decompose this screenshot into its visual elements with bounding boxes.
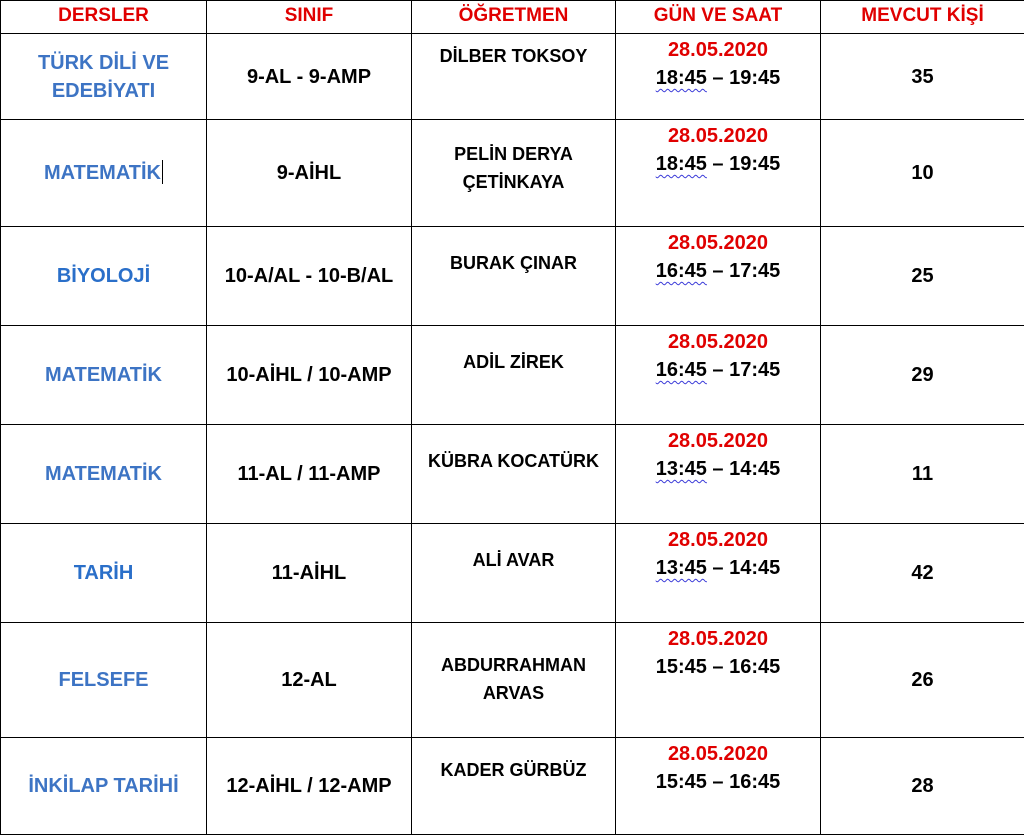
datetime-cell[interactable] xyxy=(616,425,821,524)
subject-cell[interactable]: İNKİLAP TARİHİ xyxy=(1,738,207,835)
count-cell[interactable]: 10 xyxy=(821,120,1024,227)
teacher-cell[interactable]: KÜBRA KOCATÜRK xyxy=(412,425,616,524)
datetime-cell[interactable] xyxy=(616,34,821,120)
subject-cell[interactable]: MATEMATİK xyxy=(1,326,207,425)
teacher-cell[interactable]: ALİ AVAR xyxy=(412,524,616,623)
count-cell[interactable]: 26 xyxy=(821,623,1024,738)
header-teacher: ÖĞRETMEN xyxy=(412,1,616,34)
teacher-line2: ARVAS xyxy=(416,679,611,707)
date-text: 28.05.2020 xyxy=(620,36,816,64)
time-end: – 14:45 xyxy=(707,458,780,480)
date-text: 28.05.2020 xyxy=(620,328,816,356)
header-subject: DERSLER xyxy=(1,1,207,34)
datetime-cell[interactable] xyxy=(616,120,821,227)
time-start: 18:45 xyxy=(656,67,707,89)
table-row xyxy=(1,34,1024,120)
count-cell[interactable]: 11 xyxy=(821,425,1024,524)
teacher-line1: DİLBER TOKSOY xyxy=(416,42,611,70)
date-text: 28.05.2020 xyxy=(620,427,816,455)
class-cell[interactable]: 10-AİHL / 10-AMP xyxy=(207,326,412,425)
teacher-line1: PELİN DERYA xyxy=(416,140,611,168)
datetime-cell[interactable] xyxy=(616,227,821,326)
class-cell[interactable]: 12-AL xyxy=(207,623,412,738)
teacher-cell[interactable] xyxy=(412,34,616,120)
table-row xyxy=(1,326,1024,425)
class-cell[interactable]: 10-A/AL - 10-B/AL xyxy=(207,227,412,326)
datetime-cell[interactable] xyxy=(616,524,821,623)
teacher-cell[interactable]: KADER GÜRBÜZ xyxy=(412,738,616,835)
time-start: 16:45 xyxy=(656,260,707,282)
count-cell[interactable]: 25 xyxy=(821,227,1024,326)
teacher-cell[interactable]: BURAK ÇINAR xyxy=(412,227,616,326)
class-cell[interactable]: 11-AİHL xyxy=(207,524,412,623)
subject-line2: EDEBİYATI xyxy=(5,77,202,105)
teacher-line1: ABDURRAHMAN xyxy=(416,651,611,679)
date-text: 28.05.2020 xyxy=(620,122,816,150)
table-row xyxy=(1,738,1024,835)
count-cell[interactable]: 28 xyxy=(821,738,1024,835)
datetime-cell[interactable] xyxy=(616,738,821,835)
class-cell[interactable]: 11-AL / 11-AMP xyxy=(207,425,412,524)
class-cell[interactable]: 9-AİHL xyxy=(207,120,412,227)
teacher-line2: ÇETİNKAYA xyxy=(416,168,611,196)
count-cell[interactable]: 29 xyxy=(821,326,1024,425)
subject-cell[interactable] xyxy=(1,120,207,227)
class-cell[interactable]: 12-AİHL / 12-AMP xyxy=(207,738,412,835)
subject-cell[interactable]: TARİH xyxy=(1,524,207,623)
table-row xyxy=(1,524,1024,623)
count-cell[interactable]: 35 xyxy=(821,34,1024,120)
date-text: 28.05.2020 xyxy=(620,740,816,768)
time-end: – 19:45 xyxy=(707,67,780,89)
time-start: 15:45 xyxy=(656,771,707,793)
time-start: 13:45 xyxy=(656,458,707,480)
time-start: 13:45 xyxy=(656,557,707,579)
time-start: 16:45 xyxy=(656,359,707,381)
text-cursor xyxy=(162,160,163,184)
header-class: SINIF xyxy=(207,1,412,34)
time-end: – 17:45 xyxy=(707,260,780,282)
table-row xyxy=(1,425,1024,524)
time-start: 18:45 xyxy=(656,153,707,175)
datetime-cell[interactable] xyxy=(616,623,821,738)
date-text: 28.05.2020 xyxy=(620,625,816,653)
header-count: MEVCUT KİŞİ xyxy=(821,1,1024,34)
header-row xyxy=(1,1,1024,34)
subject-cell[interactable] xyxy=(1,34,207,120)
time-end: – 17:45 xyxy=(707,359,780,381)
time-start: 15:45 xyxy=(656,656,707,678)
time-end: – 16:45 xyxy=(707,656,780,678)
class-cell[interactable]: 9-AL - 9-AMP xyxy=(207,34,412,120)
header-datetime: GÜN VE SAAT xyxy=(616,1,821,34)
table-row xyxy=(1,120,1024,227)
time-end: – 19:45 xyxy=(707,153,780,175)
count-cell[interactable]: 42 xyxy=(821,524,1024,623)
subject-line1: MATEMATİK xyxy=(44,162,161,184)
subject-cell[interactable]: MATEMATİK xyxy=(1,425,207,524)
teacher-cell[interactable] xyxy=(412,120,616,227)
subject-cell[interactable]: FELSEFE xyxy=(1,623,207,738)
subject-cell[interactable]: BİYOLOJİ xyxy=(1,227,207,326)
time-end: – 14:45 xyxy=(707,557,780,579)
teacher-cell[interactable] xyxy=(412,623,616,738)
datetime-cell[interactable] xyxy=(616,326,821,425)
time-end: – 16:45 xyxy=(707,771,780,793)
date-text: 28.05.2020 xyxy=(620,229,816,257)
teacher-cell[interactable]: ADİL ZİREK xyxy=(412,326,616,425)
subject-line1: TÜRK DİLİ VE xyxy=(5,49,202,77)
table-row xyxy=(1,227,1024,326)
table-row xyxy=(1,623,1024,738)
date-text: 28.05.2020 xyxy=(620,526,816,554)
